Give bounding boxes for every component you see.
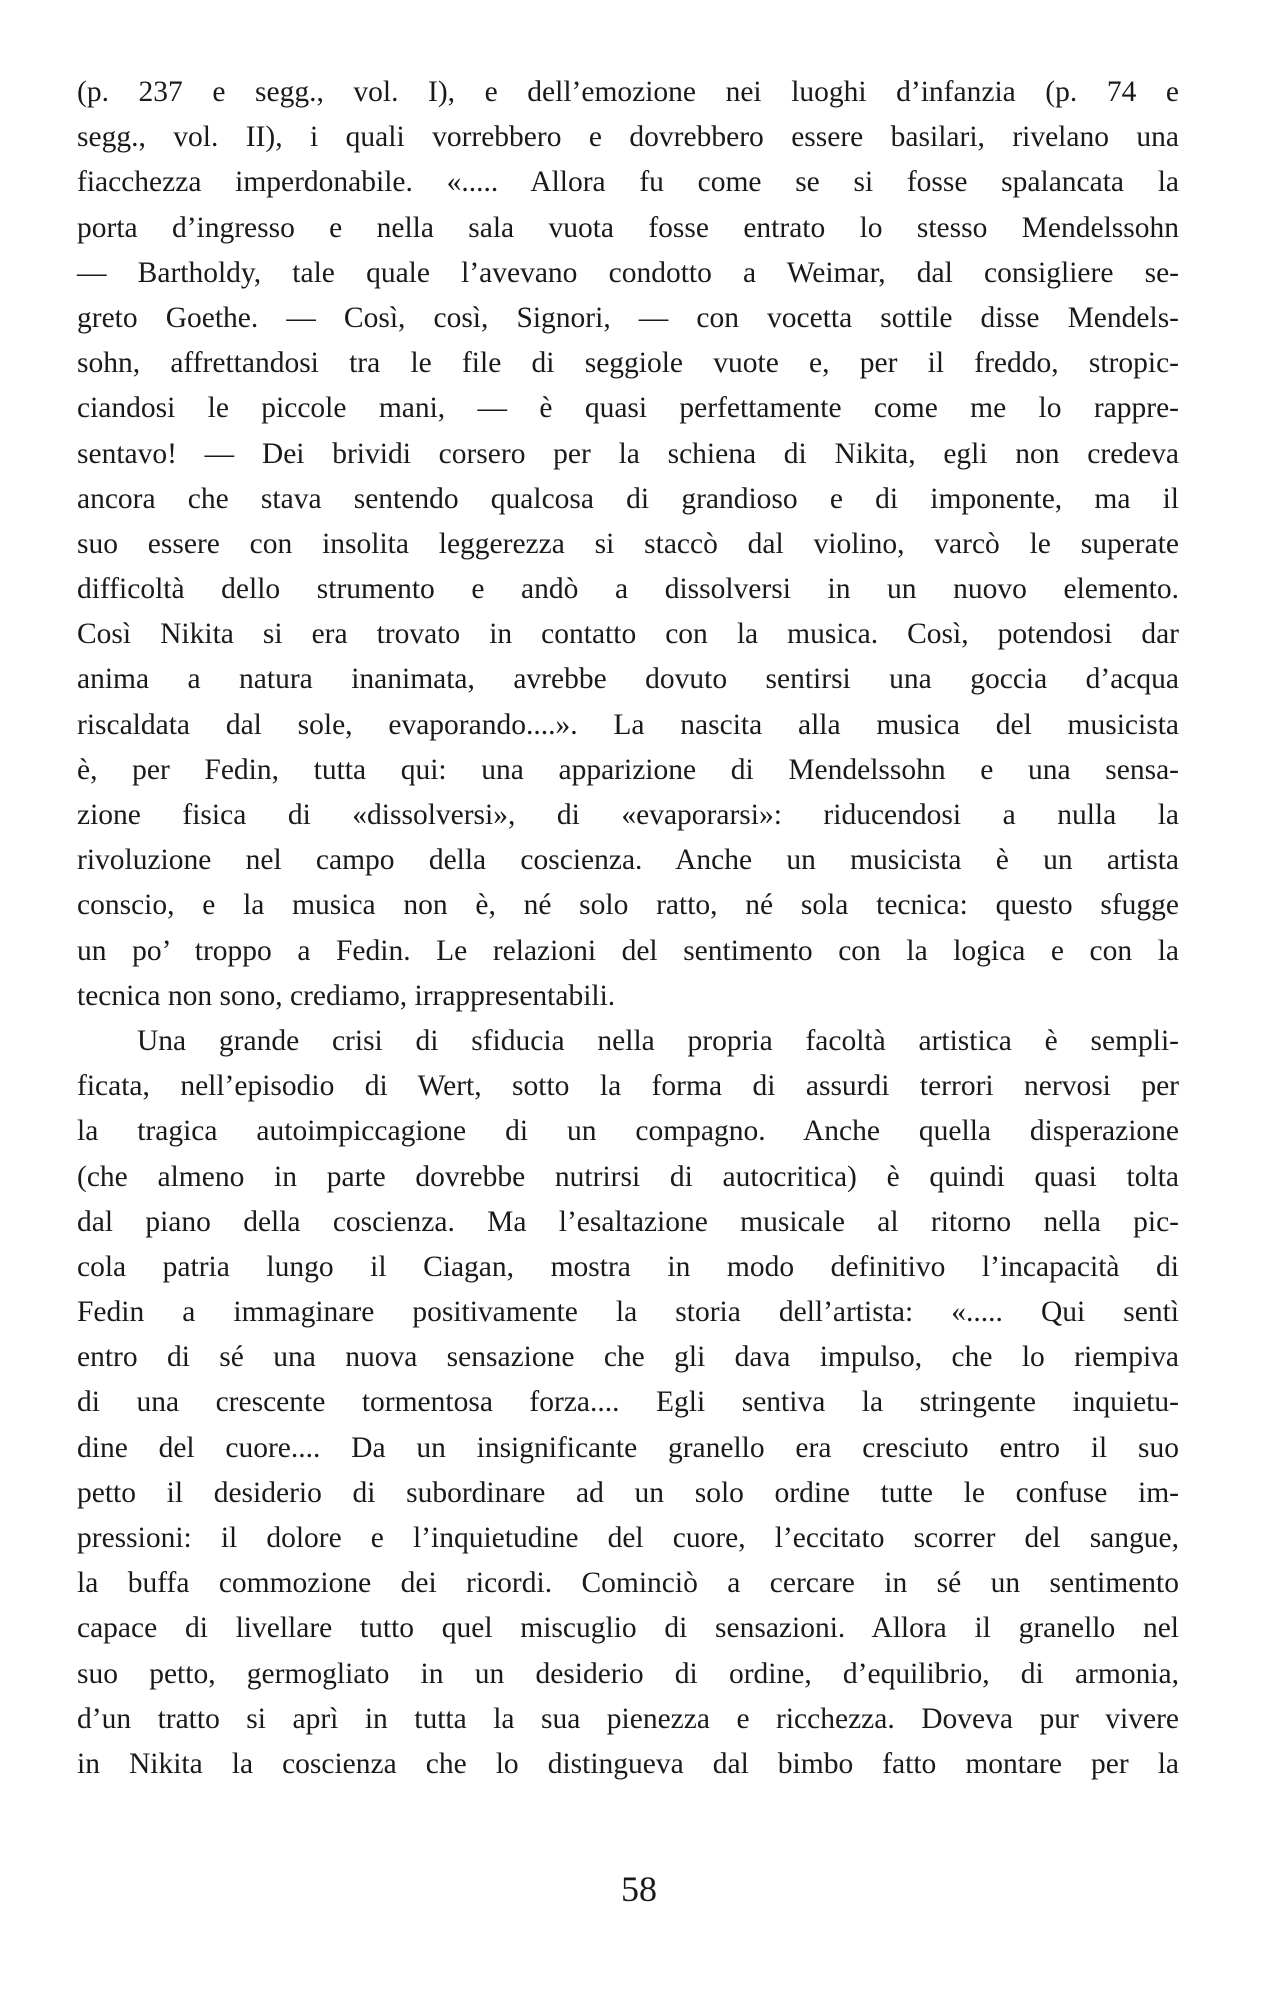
text-line: un po’ troppo a Fedin. Le relazioni del sentimento con la logica e con la bbox=[77, 934, 1179, 967]
text-line: difficoltà dello strumento e andò a dissolversi in un nuovo elemento. bbox=[77, 573, 1179, 606]
text-line: entro di sé una nuova sensazione che gli dava impulso, che lo riempiva bbox=[77, 1341, 1179, 1374]
text-line: la tragica autoimpiccagione di un compagno. Anche quella disperazione bbox=[77, 1115, 1179, 1148]
text-line: di una crescente tormentosa forza.... Egli sentiva la stringente inquietu- bbox=[77, 1386, 1179, 1419]
text-line: dine del cuore.... Da un insignificante granello era cresciuto entro il suo bbox=[77, 1431, 1179, 1464]
text-line: la buffa commozione dei ricordi. Cominciò a cercare in sé un sentimento bbox=[77, 1567, 1179, 1600]
text-line: Una grande crisi di sfiducia nella propria facoltà artistica è sempli- bbox=[137, 1024, 1179, 1057]
text-line: d’un tratto si aprì in tutta la sua pienezza e ricchezza. Doveva pur vivere bbox=[77, 1702, 1179, 1735]
text-line: ficata, nell’episodio di Wert, sotto la forma di assurdi terrori nervosi per bbox=[77, 1070, 1179, 1103]
text-line: rivoluzione nel campo della coscienza. Anche un musicista è un artista bbox=[77, 844, 1179, 877]
text-line: in Nikita la coscienza che lo distingueva dal bimbo fatto montare per la bbox=[77, 1747, 1179, 1780]
text-line: greto Goethe. — Così, così, Signori, — con vocetta sottile disse Mendels- bbox=[77, 301, 1179, 334]
text-line: Così Nikita si era trovato in contatto con la musica. Così, potendosi dar bbox=[77, 618, 1179, 651]
text-line: (p. 237 e segg., vol. I), e dell’emozione nei luoghi d’infanzia (p. 74 e bbox=[77, 76, 1179, 108]
text-line: anima a natura inanimata, avrebbe dovuto sentirsi una goccia d’acqua bbox=[77, 663, 1179, 696]
text-line: porta d’ingresso e nella sala vuota fosse entrato lo stesso Mendelssohn bbox=[77, 211, 1179, 244]
text-line: riscaldata dal sole, evaporando....». La nascita alla musica del musicista bbox=[77, 708, 1179, 741]
text-line: capace di livellare tutto quel miscuglio di sensazioni. Allora il granello nel bbox=[77, 1612, 1179, 1645]
text-line: suo essere con insolita leggerezza si staccò dal violino, varcò le superate bbox=[77, 527, 1179, 560]
body-text bbox=[77, 70, 1179, 1787]
text-line: pressioni: il dolore e l’inquietudine del cuore, l’eccitato scorrer del sangue, bbox=[77, 1522, 1179, 1554]
text-line: sentavo! — Dei brividi corsero per la schiena di Nikita, egli non credeva bbox=[77, 437, 1179, 470]
text-line: è, per Fedin, tutta qui: una apparizione di Mendelssohn e una sensa- bbox=[77, 753, 1179, 786]
text-line: ancora che stava sentendo qualcosa di grandioso e di imponente, ma il bbox=[77, 482, 1179, 515]
text-line: Fedin a immaginare positivamente la storia dell’artista: «..... Qui sentì bbox=[77, 1296, 1179, 1329]
text-line: segg., vol. II), i quali vorrebbero e dovrebbero essere basilari, rivelano una bbox=[77, 121, 1179, 154]
text-line: conscio, e la musica non è, né solo ratto, né sola tecnica: questo sfugge bbox=[77, 889, 1179, 922]
text-line: — Bartholdy, tale quale l’avevano condotto a Weimar, dal consigliere se- bbox=[77, 256, 1179, 289]
text-line: tecnica non sono, crediamo, irrappresentabili. bbox=[77, 979, 616, 1012]
text-line: dal piano della coscienza. Ma l’esaltazione musicale al ritorno nella pic- bbox=[77, 1205, 1179, 1238]
text-line: (che almeno in parte dovrebbe nutrirsi di autocritica) è quindi quasi tolta bbox=[77, 1160, 1179, 1193]
text-line: zione fisica di «dissolversi», di «evaporarsi»: riducendosi a nulla la bbox=[77, 799, 1179, 831]
text-line: suo petto, germogliato in un desiderio di ordine, d’equilibrio, di armonia, bbox=[77, 1657, 1179, 1690]
page-number: 58 bbox=[621, 1869, 657, 1909]
text-line: fiacchezza imperdonabile. «..... Allora fu come se si fosse spalancata la bbox=[77, 166, 1179, 199]
text-line: ciandosi le piccole mani, — è quasi perfettamente come me lo rappre- bbox=[77, 392, 1179, 425]
text-line: cola patria lungo il Ciagan, mostra in modo definitivo l’incapacità di bbox=[77, 1250, 1179, 1283]
text-line: sohn, affrettandosi tra le file di seggiole vuote e, per il freddo, stropic- bbox=[77, 347, 1179, 380]
text-line: petto il desiderio di subordinare ad un solo ordine tutte le confuse im- bbox=[77, 1476, 1179, 1509]
